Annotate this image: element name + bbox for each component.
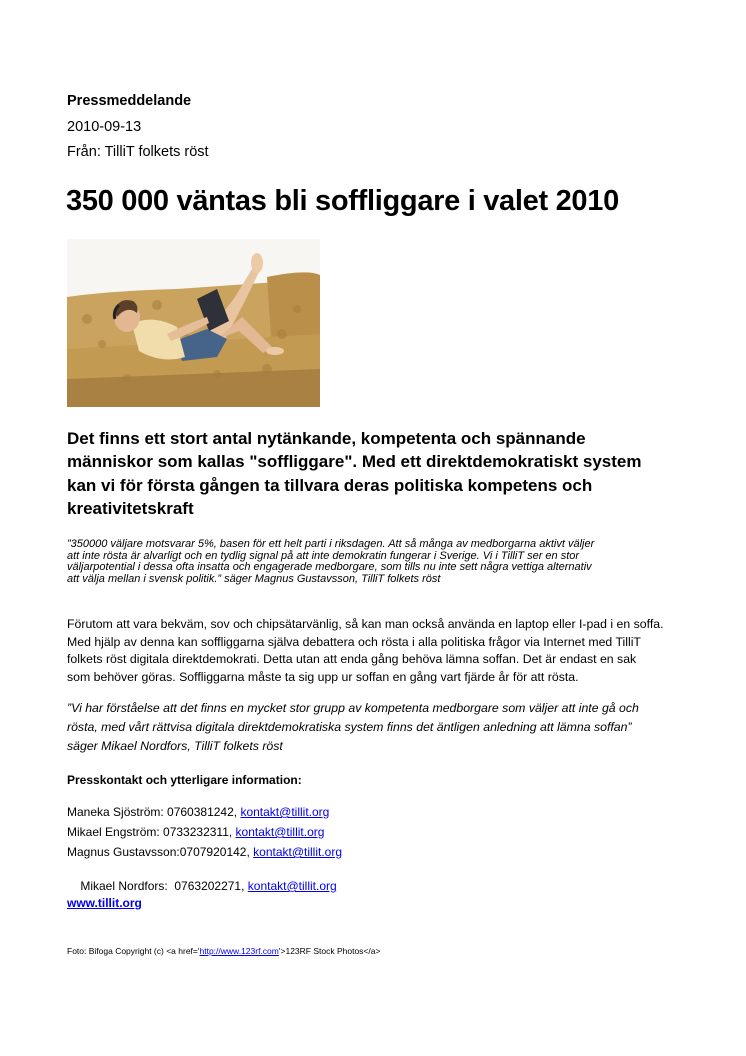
lead-line: kreativitetskraft [67,498,194,518]
quote-line: ”350000 väljare motsvarar 5%, basen för ett helt parti i riksdagen. Att så många av medborgarna aktivt väljer [67,538,595,550]
quote-line: att inte rösta är alvarligt och en tydlig signal på att inte demokratin fungerar i Sverige. Vi i TilliT ser en stor [67,549,580,562]
website-link[interactable]: www.tillit.org [67,896,142,910]
quote-line: säger Mikael Nordfors, TilliT folkets röst [67,739,283,753]
contact-email-link[interactable]: kontakt@tillit.org [240,805,330,819]
quote-gustavsson [67,539,707,585]
contact-row [67,845,342,860]
quote-nordfors [67,699,707,756]
contact-row [67,825,324,840]
release-date: 2010-09-13 [67,119,142,135]
credit-suffix: '>123RF Stock Photos</a> [278,946,381,956]
contact-row [67,805,329,820]
headline: 350 000 väntas bli soffliggare i valet 2010 [66,185,619,217]
press-contact-heading: Presskontakt och ytterligare information: [67,773,302,787]
photo-credit [67,946,380,957]
lead-line: människor som kallas "soffliggare". Med ett direktdemokratiskt system [67,452,642,472]
lead-line: kan vi för första gången ta tillvara deras politiska kompetens och [67,475,593,495]
lead-line: Det finns ett stort antal nytänkande, kompetenta och spännande [67,429,586,448]
man-on-sofa-image [67,239,320,407]
body-paragraph [67,616,707,686]
sender-line: Från: TilliT folkets röst [67,144,209,160]
body-line: Med hjälp av denna kan soffliggarna själva debattera och rösta i alla politiska frågor via Internet med TilliT [67,634,641,649]
credit-prefix: Foto: Bifoga Copyright (c) <a href=' [67,946,200,956]
quote-line: att välja mellan i svensk politik.” säger Magnus Gustavsson, TilliT folkets röst [67,572,441,585]
quote-line: rösta, med vårt rättvisa digitala direktdemokratiska system finns det äntligen anledning att lämna soffan” [67,720,632,734]
contact-name-phone: Maneka Sjöström: 0760381242, [67,805,241,819]
body-line: som behöver göras. Soffliggarna måste ta sig upp ur soffan en gång vart fjärde år för att rösta. [67,669,579,684]
credit-link[interactable]: http://www.123rf.com [199,946,279,956]
quote-line: väljarpotential i dessa ofta insatta och engagerade medborgare, som tills nu inte sett några vettiga alternativ [67,561,592,574]
quote-line: ”Vi har förståelse att det finns en mycket stor grupp av kompetenta medborgare som väljer att inte gå och [67,701,639,715]
body-line: Förutom att vara bekväm, sov och chipsätarvänlig, så kan man också använda en laptop eller I-pad i en soffa. [67,617,664,631]
contact-email-link[interactable]: kontakt@tillit.org [253,845,343,859]
contact-email-link[interactable]: kontakt@tillit.org [235,825,325,839]
contact-name-phone: Mikael Engström: 0733232311, [67,825,236,839]
contact-name-phone: Mikael Nordfors: 0763202271, [80,879,248,893]
contact-email-link[interactable]: kontakt@tillit.org [247,879,337,893]
contact-name-phone: Magnus Gustavsson:0707920142, [67,845,254,859]
doc-type-label: Pressmeddelande [67,93,192,109]
body-line: folkets röst digitala direktdemokrati. Detta utan att enda gång behöva lämna soffan. Det är endast en sak [67,652,637,666]
lead-paragraph [67,427,679,520]
